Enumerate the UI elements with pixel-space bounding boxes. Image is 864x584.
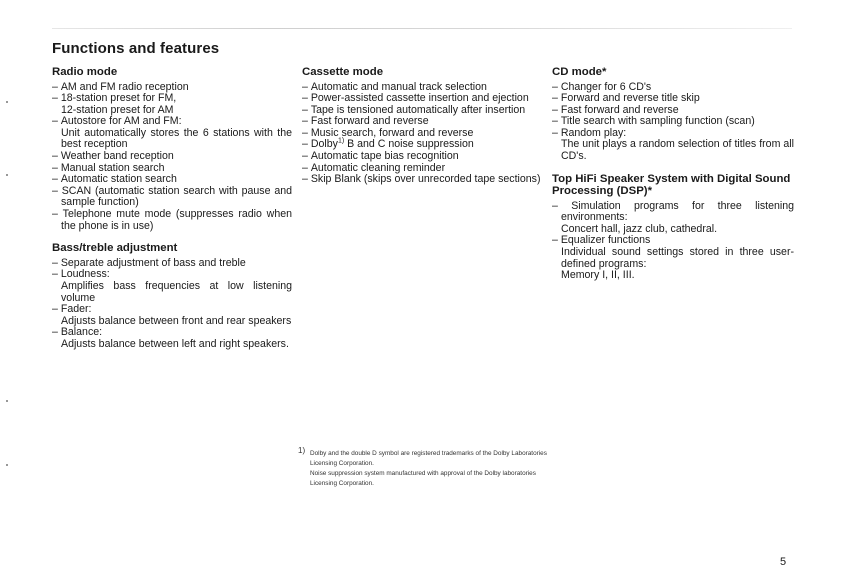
binding-dot <box>6 101 8 103</box>
dsp-list <box>552 201 794 282</box>
list-item: – 18-station preset for FM, <box>52 93 292 105</box>
footnote-text: Dolby and the double D symbol are registered trademarks of the Dolby Laboratories Licensing Corporation. <box>310 450 547 467</box>
top-rule <box>52 28 792 29</box>
list-item: – Simulation programs for three listening environments: <box>552 201 794 224</box>
list-item: – Telephone mute mode (suppresses radio when the phone is in use) <box>52 209 292 232</box>
column-3 <box>552 66 794 282</box>
list-item: – Separate adjustment of bass and treble <box>52 258 292 270</box>
list-item: – Autostore for AM and FM: <box>52 116 292 128</box>
footnote-text-2: Noise suppression system manufactured with approval of the Dolby laboratories Licensing Corporation. <box>310 470 536 487</box>
footnote <box>298 446 548 489</box>
column-1 <box>52 66 292 350</box>
list-item: – Fast forward and reverse <box>302 116 542 128</box>
list-item: – AM and FM radio reception <box>52 82 292 94</box>
list-item: Memory I, II, III. <box>561 269 635 282</box>
list-item: – Skip Blank (skips over unrecorded tape sections) <box>302 174 542 186</box>
list-item: – Equalizer functions <box>552 235 794 247</box>
footnote-ref: 1) <box>337 137 345 145</box>
list-item: – Weather band reception <box>52 151 292 163</box>
list-item: Concert hall, jazz club, cathedral. <box>561 222 718 235</box>
list-item: – Automatic tape bias recognition <box>302 151 542 163</box>
list-item: Adjusts balance between front and rear speakers <box>61 314 292 327</box>
list-item: – Changer for 6 CD's <box>552 82 794 94</box>
binding-dot <box>6 174 8 176</box>
cd-mode-heading: CD mode* <box>552 66 607 78</box>
cassette-mode-heading: Cassette mode <box>302 66 384 78</box>
cassette-mode-list <box>302 82 542 186</box>
list-item: – Fader: <box>52 304 292 316</box>
dolby-text: Dolby <box>310 138 338 151</box>
list-item: – Automatic and manual track selection <box>302 82 542 94</box>
list-item: Amplifies bass frequencies at low listening volume <box>61 279 292 304</box>
list-item: – Fast forward and reverse <box>552 105 794 117</box>
cd-mode-list <box>552 82 794 163</box>
list-item: – Forward and reverse title skip <box>552 93 794 105</box>
bass-treble-list <box>52 258 292 351</box>
list-item: – Music search, forward and reverse <box>302 128 542 140</box>
list-item: Adjusts balance between left and right speakers. <box>61 337 289 350</box>
noise-suppression-text: B and C noise suppression <box>344 138 474 151</box>
list-item: 12-station preset for AM <box>61 103 174 116</box>
page-title: Functions and features <box>52 40 220 57</box>
list-item: – Automatic cleaning reminder <box>302 163 542 175</box>
bass-treble-heading: Bass/treble adjustment <box>52 242 178 255</box>
list-item: – SCAN (automatic station search with pause and sample function) <box>52 186 292 209</box>
page-number: 5 <box>780 556 787 568</box>
list-item: – Tape is tensioned automatically after insertion <box>302 105 542 117</box>
list-item: – Balance: <box>52 327 292 339</box>
footnote-mark: 1) <box>298 446 306 455</box>
list-item: – Automatic station search <box>52 174 292 186</box>
list-item: Individual sound settings stored in three user-defined programs: <box>561 246 794 270</box>
list-item: – Power-assisted cassette insertion and ejection <box>302 93 542 105</box>
list-item: – Title search with sampling function (scan) <box>552 116 794 128</box>
list-item: – Loudness: <box>52 269 292 281</box>
list-item: Unit automatically stores the 6 stations with the best reception <box>61 126 292 151</box>
binding-dot <box>6 400 8 402</box>
list-item: – Manual station search <box>52 163 292 175</box>
list-item: The unit plays a random selection of titles from all CD's. <box>561 138 794 163</box>
radio-mode-heading: Radio mode <box>52 66 118 78</box>
binding-dot <box>6 464 8 466</box>
column-2 <box>302 66 542 186</box>
list-item: – Random play: <box>552 128 794 140</box>
radio-mode-list <box>52 82 292 233</box>
dsp-heading: Top HiFi Speaker System with Digital Sound Processing (DSP)* <box>552 172 791 198</box>
